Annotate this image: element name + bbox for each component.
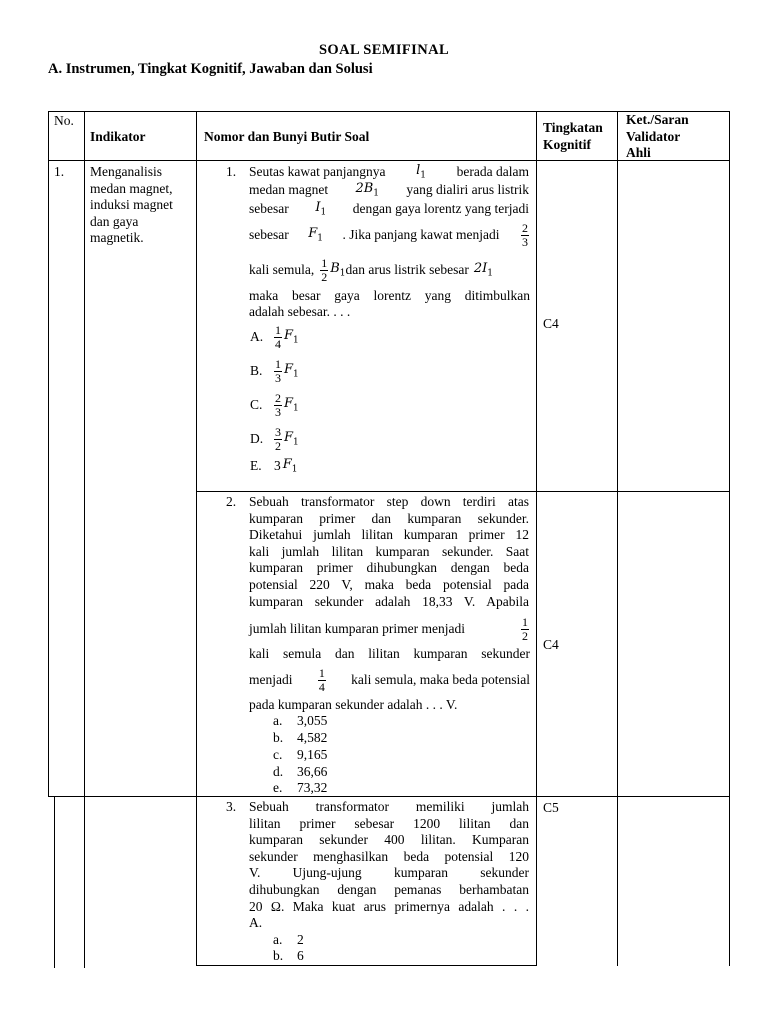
q1-option-b	[250, 354, 299, 388]
row-divider	[48, 796, 729, 797]
option-value: 73,32	[297, 780, 328, 795]
q2-text	[249, 494, 529, 610]
option-letter: B.	[250, 363, 263, 378]
q1-var-i: $I_1$	[315, 200, 327, 218]
option-letter: E.	[250, 458, 262, 473]
option-var: $F_1$	[282, 457, 298, 475]
q1-var-b1: $B_1$	[330, 261, 346, 279]
q1-line3	[249, 200, 529, 218]
q1-line6: maka besar gaya lorentz yang ditimbulkan	[249, 288, 530, 303]
q1-bottom-border	[196, 491, 729, 492]
option-var: $F_1$	[284, 328, 299, 346]
header-tingkatan-line1: Tingkatan	[543, 120, 603, 135]
q2-text-line: kali jumlah lilitan kumparan sekunder. Saat	[249, 543, 529, 559]
fraction: $\frac{1}{3}$	[275, 356, 281, 385]
q2-text-line: Sebuah transformator step down terdiri atas	[249, 494, 529, 509]
q1-text-seg: sebesar	[249, 227, 289, 242]
col-line-indikator	[196, 111, 197, 966]
col-line-tingkat	[617, 111, 618, 966]
fraction: $\frac{1}{2}$	[522, 614, 528, 643]
q1-line2	[249, 181, 529, 199]
q3-text-line: lilitan primer sebesar 1200 lilitan dan	[249, 815, 529, 831]
q3-text-line: 20 Ω. Maka kuat arus primernya adalah . . .	[249, 898, 529, 914]
header-ket	[626, 112, 689, 162]
q2-text-line: potensial 220 V, maka beda potensial pada	[249, 576, 529, 592]
q2-text-line: Diketahui jumlah lilitan kumparan primer 12	[249, 527, 529, 543]
option-letter: a.	[273, 713, 283, 728]
q3-number: 3.	[226, 799, 237, 814]
q1-text-seg: yang dialiri arus listrik	[406, 181, 529, 197]
header-no: No.	[54, 113, 74, 128]
fraction: $\frac{2}{3}$	[275, 390, 281, 419]
q2-text-line: kumparan primer dihubungkan dengan beda	[249, 560, 529, 576]
q1-var-f: $F_1$	[308, 226, 323, 244]
q1-tingkat: C4	[543, 316, 559, 331]
q3-tingkat: C5	[543, 800, 559, 815]
option-letter: d.	[273, 764, 284, 779]
q1-text-seg: Seutas kawat panjangnya	[249, 163, 386, 179]
q1-option-e	[250, 456, 298, 476]
indikator-line: dan gaya	[90, 213, 139, 229]
option-letter: C.	[250, 397, 263, 412]
fraction: $\frac{2}{3}$	[521, 220, 528, 249]
option-letter: b.	[273, 730, 284, 745]
indikator-line: Menganalisis	[90, 164, 162, 179]
q1-line1	[249, 163, 529, 181]
q1-option-d	[250, 422, 299, 456]
option-var: $F_1$	[284, 430, 299, 448]
option-var: $F_1$	[284, 396, 299, 414]
option-value: 2	[297, 932, 304, 947]
col-line-left-lower	[54, 796, 55, 968]
q3-text-line: V. Ujung-ujung kumparan sekunder	[249, 865, 529, 881]
q2-line10	[249, 663, 530, 697]
q1-var-2i: $2I_1$	[473, 261, 494, 279]
header-soal: Nomor dan Bunyi Butir Soal	[204, 129, 370, 144]
q3-text-line: Sebuah transformator memiliki jumlah	[249, 799, 529, 814]
q1-option-c	[250, 388, 299, 422]
q2-text-line: kumparan primer dan kumparan sekunder.	[249, 510, 529, 526]
q2-tingkat: C4	[543, 637, 559, 652]
q1-var-l: $l_1$	[416, 163, 427, 181]
q1-text-seg: medan magnet	[249, 181, 329, 197]
indikator-line: medan magnet,	[90, 180, 173, 196]
row1-indikator	[90, 164, 173, 247]
q2-line8	[249, 612, 531, 646]
q1-var-b: $2B_1$	[355, 181, 380, 199]
q2-option-e	[273, 780, 327, 797]
option-value: 3,055	[297, 713, 328, 728]
q2-text-line: kumparan sekunder adalah 18,33 V. Apabila	[249, 593, 529, 609]
col-line-no-lower	[84, 796, 85, 968]
fraction: $\frac{1}{4}$	[318, 665, 325, 694]
q1-text-seg: dengan gaya lorentz yang terjadi	[352, 200, 529, 216]
option-coef: 3	[274, 458, 281, 473]
page-title: SOAL SEMIFINAL	[318, 42, 450, 58]
q3-text-line: kumparan sekunder 400 lilitan. Kumparan	[249, 832, 529, 848]
header-tingkatan-line2: Kognitif	[543, 136, 592, 152]
q2-number: 2.	[226, 494, 237, 509]
option-var: $F_1$	[284, 362, 299, 380]
indikator-line: induksi magnet	[90, 197, 173, 213]
q1-line4	[249, 218, 531, 252]
q2-line9: kali semula dan lilitan kumparan sekunder	[249, 646, 530, 661]
q3-text	[249, 799, 529, 932]
q2-option-c	[273, 747, 327, 764]
header-ket-line1: Ket./Saran	[626, 112, 689, 127]
option-letter: e.	[273, 780, 283, 795]
q1-text-seg: dan arus listrik sebesar	[345, 262, 469, 277]
option-value: 4,582	[297, 730, 328, 745]
option-letter: c.	[273, 747, 283, 762]
q2-option-a	[273, 713, 327, 730]
q1-line5	[249, 253, 531, 287]
section-heading: A. Instrumen, Tingkat Kognitif, Jawaban dan Solusi	[48, 61, 373, 77]
q1-option-a	[250, 320, 299, 354]
header-ket-line3: Ahli	[626, 145, 651, 161]
option-letter: D.	[250, 431, 264, 446]
q1-line7: adalah sebesar. . . .	[249, 304, 351, 319]
q3-option-b	[273, 948, 304, 965]
q2-line11: pada kumparan sekunder adalah . . . V.	[249, 697, 458, 712]
q1-text-seg: . Jika panjang kawat menjadi	[342, 227, 500, 242]
col-line-right	[729, 111, 730, 966]
q2-option-b	[273, 730, 327, 747]
option-value: 36,66	[297, 764, 328, 779]
option-value: 9,165	[297, 747, 328, 762]
option-value: 6	[297, 948, 304, 963]
option-letter: a.	[273, 932, 283, 947]
q2-option-d	[273, 764, 327, 781]
q2-text-seg: menjadi	[249, 672, 293, 687]
col-line-no	[84, 111, 85, 796]
q3-text-line: A.	[249, 915, 263, 931]
q1-text-seg: sebesar	[249, 200, 289, 216]
header-indikator: Indikator	[90, 129, 146, 144]
fraction: $\frac{1}{2}$	[321, 255, 328, 284]
option-letter: b.	[273, 948, 284, 963]
q2-text-seg: kali semula, maka beda potensial	[351, 672, 530, 687]
indikator-line: magnetik.	[90, 230, 144, 246]
q3-text-line: sekunder menghasilkan beda potensial 120	[249, 848, 529, 864]
q2-text-seg: jumlah lilitan kumparan primer menjadi	[249, 621, 465, 636]
q3-option-a	[273, 932, 304, 949]
q3-text-line: dihubungkan dengan pemanas berhambatan	[249, 881, 529, 897]
q1-text-seg: berada dalam	[456, 163, 529, 179]
col-line-soal	[536, 111, 537, 966]
q1-text-seg: kali semula,	[249, 262, 315, 277]
option-letter: A.	[250, 329, 264, 344]
row1-no: 1.	[54, 164, 65, 179]
header-ket-line2: Validator	[626, 128, 681, 144]
fraction: $\frac{3}{2}$	[275, 424, 281, 453]
header-tingkatan	[543, 120, 603, 153]
q3-bottom-border	[196, 965, 536, 966]
q1-number: 1.	[226, 164, 237, 179]
fraction: $\frac{1}{4}$	[275, 322, 281, 351]
col-line-left	[48, 111, 49, 796]
